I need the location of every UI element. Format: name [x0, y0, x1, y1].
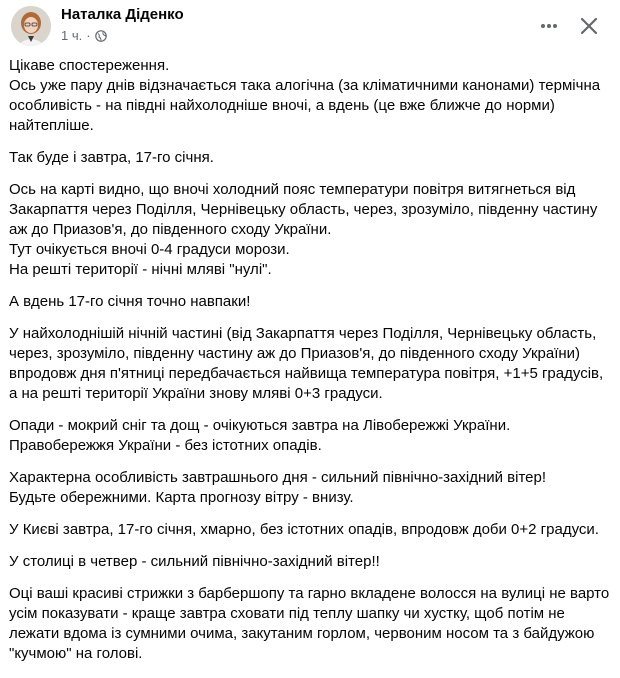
post-paragraph: Так буде і завтра, 17-го січня. — [9, 149, 214, 166]
post-paragraph: Опади - мокрий сніг та дощ - очікуються завтра на Лівобережжі України. Правобережжя України - без істотних опадів. — [9, 417, 511, 454]
post-meta — [61, 28, 107, 43]
meta-separator: · — [86, 28, 91, 43]
post-paragraph: Ось на карті видно, що вночі холодний пояс температури повітря витягнеться від Закарпаття через Поділля, Чернівецьку область, через, зрозуміло, південну частину аж до Приазов'я, до південного сходу України. Тут очікується вночі 0-4 градуси морози. На решті території - нічні мляві "нулі". — [9, 181, 598, 278]
post-text — [9, 56, 614, 676]
close-icon — [579, 16, 599, 36]
post-paragraph: У найхолоднішій нічній частині (від Закарпаття через Поділля, Чернівецьку область, через, зрозуміло, південну частину аж до Приазов'я, до південного сходу України) впродовж дня п'ятниці передбачається найвища температура повітря, +1+5 градусів, а на решті території України знову мляві 0+3 градуси. — [9, 325, 604, 402]
close-button[interactable] — [574, 11, 604, 41]
more-horiz-icon — [539, 16, 559, 36]
author-avatar[interactable] — [11, 6, 51, 46]
post-paragraph: Оці ваші красиві стрижки з барбершопу та гарно вкладене волосся на вулиці не варто усім показувати - краще завтра сховати під теплу шапку чи хустку, щоб потім не лежати вдома із сумними очима, закутаним горлом, червоним носом та з байдужою "кучмою" на голові. — [9, 585, 610, 662]
post-paragraph: А вдень 17-го січня точно навпаки! — [9, 293, 251, 310]
post-paragraph: У Києві завтра, 17-го січня, хмарно, без істотних опадів, впродовж доби 0+2 градуси. — [9, 521, 599, 538]
more-options-button[interactable] — [534, 11, 564, 41]
post-time[interactable]: 1 ч. — [61, 28, 83, 43]
globe-icon — [95, 30, 107, 42]
post-header — [0, 0, 620, 52]
post-paragraph: Цікаве спостереження. Ось уже пару днів відзначається така алогічна (за кліматичними канонами) термічна особливість - на півдні найхолодніше вночі, а вдень (це вже ближче до норми) найтепліше. — [9, 57, 601, 134]
post-paragraph: Характерна особливість завтрашнього дня - сильний північно-західний вітер! Будьте обережними. Карта прогнозу вітру - внизу. — [9, 469, 547, 506]
author-name[interactable]: Наталка Діденко — [61, 6, 184, 23]
post-paragraph: У столиці в четвер - сильний північно-західний вітер!! — [9, 553, 380, 570]
avatar-image — [11, 6, 51, 46]
